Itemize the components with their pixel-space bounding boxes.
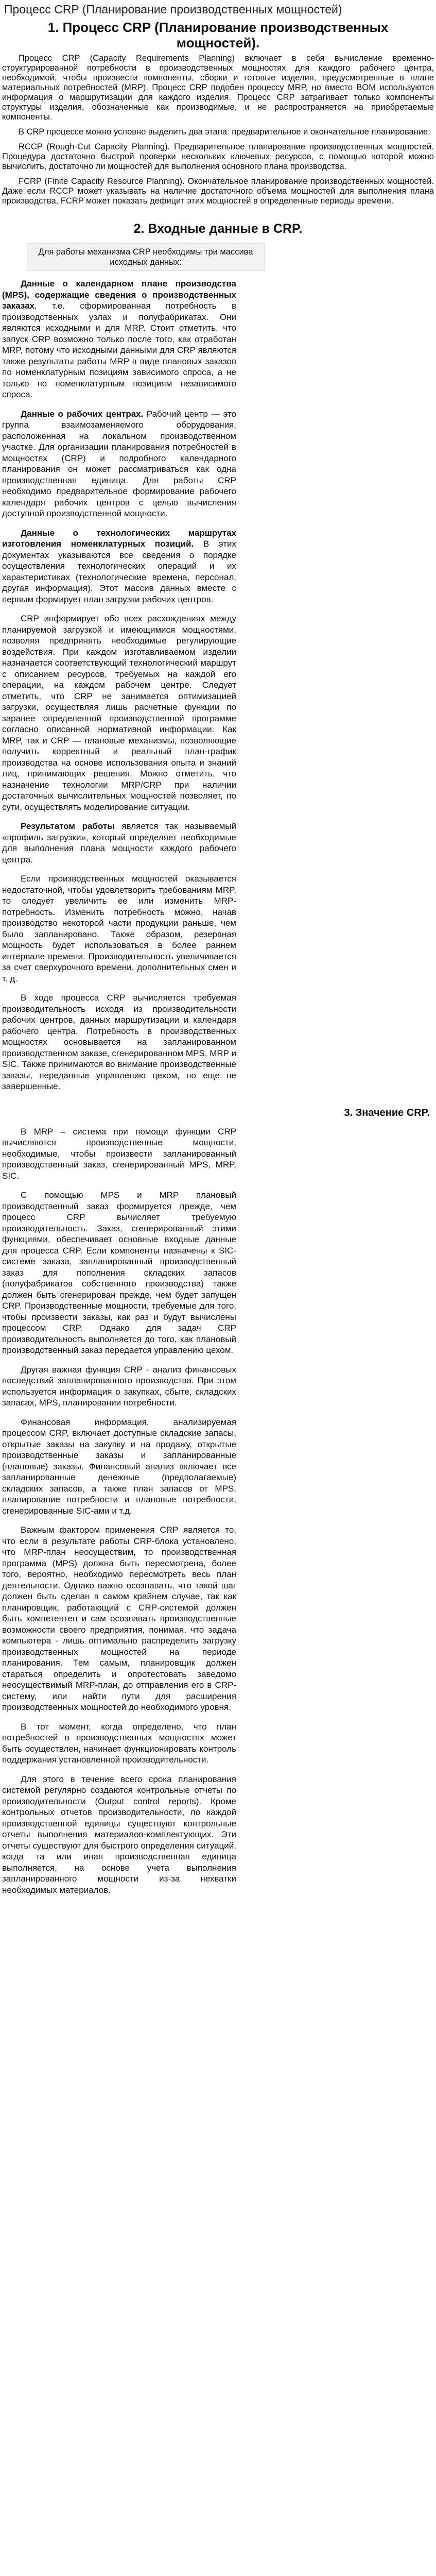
text-column [2,278,236,1092]
column-paragraph: Важным фактором применения CRP является то, что если в результате работы CRP-блока установлено, что MRP-план неосуществим, то производственная программа (MPS) должна быть пересмотрена, более того, вероятно, необходимо пересмотреть весь план деятельности. Однако важно осознавать, что такой шаг должен быть сделан в самом крайнем случае, так как планировщик, работающий с CRP-системой должен быть компетентен и сам осознавать производственные возможности своего предприятия, понимая, что задача компьютера - лишь оптимально распределить загрузку производственных мощностей на периоде планирования. Тем самым, планировщик должен стараться определить и опротестовать заведомо неосуществимый MRP-план, до отправления его в CRP-систему, или найти пути для расширения производственных мощностей до необходимого уровня. [2,1525,236,1712]
paragraph-body: , т.е. сформированная потребность в производственных узлах и полуфабрикатах. Они являются исходными и для MRP. Стоит отметить, что запуск CRP возможно только после того, как отработан MRP, потому что исходными данными для CRP являются также результаты работы MRP в виде плановых заказов по номенклатурным позициям зависимого спроса, а не только по номенклатурным позициям независимого спроса. [2,301,236,399]
paragraph-lead: Результатом работы [21,821,115,831]
column-paragraph [2,409,236,519]
callout-box: Для работы механизма CRP необходимы три массива исходных данных: [27,243,265,271]
column-paragraph: В MRP – система при помощи функции CRP вычисляются производственные мощности, необходимые, чтобы произвести запланированный производственный заказ, сгенерированный MPS, MRP, SIC. [2,1126,236,1181]
paragraph-lead: Данные о технологических маршрутах изготовления номенклатурных позиций. [2,528,236,549]
column-paragraph [2,613,236,812]
intro-paragraph: В CRP процессе можно условно выделить два этапа: предварительное и окончательное планирование: [19,127,430,137]
column-paragraph [2,992,236,1092]
paragraph-body: Рабочий центр — это группа взаимозаменяемого оборудования, расположенная на локальном производственном участке. Для организации планирования потребностей в мощностях (CRP) и подробного календарного планирования он может рассматриваться как одна производственная единица. Для работы CRP необходимо предварительное формирование рабочего календаря рабочих центров с целью вычисления доступной производственной мощности. [2,409,237,518]
column-paragraph [2,873,236,984]
page-title: Процесс CRP (Планирование производственных мощностей) [4,3,342,16]
intro-paragraph: FCRP (Finite Capacity Resource Planning). Окончательное планирование производственных мощностей. Даже если RCCP может указывать на наличие достаточного объема мощностей для выполнения плана производства, FCRP может показать дефицит этих мощностей в определенные периоды времени. [2,177,434,206]
section-heading-2: 2. Входные данные в CRP. [133,222,303,236]
paragraph-body: CRP информирует обо всех расхождениях между планируемой загрузкой и имеющимися мощностями, позволяя предпринять необходимые регулирующие воздействия. При каждом изготавливаемом изделии назначается соответствующий технологический маршрут с описанием ресурсов, требуемых на каждой его операции, на каждом рабочем центре. Следует отметить, что CRP не занимается оптимизацией загрузки, осуществляя лишь расчетные функции по заранее определенной производственной программе согласно описанной нормативной информации. Как MRP, так и CRP — плановые механизмы, позволяющие получить корректный и реальный план-график производства на основе использования опыта и знаний лиц, принимающих решения. Можно отметить, что назначение технологии MRP/CRP при наличии достаточных вычислительных мощностей позволяет, по сути, осуществлять моделирование ситуации. [2,614,236,812]
paragraph-body: В ходе процесса CRP вычисляется требуемая производительность исходя из производительности рабочих центров, данных маршрутизации и календаря рабочего центра. Потребность в производственных мощностях основывается на запланированном производственном заказе, сгенерированном MPS, MRP и SIC. Также принимаются во внимание производственные заказы, переданные управлению цехом, но еще не завершенные. [2,993,236,1091]
column-paragraph: Финансовая информация, анализируемая процессом CRP, включает доступные складские запасы, открытые заказы на закупку и на продажу, открытые производственные заказы и запланированные (плановые) заказы. Финансовый анализ включает все запланированные денежные (предполагаемые) складских запасов, а также план запасов от MPS, планирование потребности и плановые потребности, сгенерированные SIC-ами и т.д. [2,1417,236,1516]
intro-paragraph: Процесс CRP (Capacity Requirements Planning) включает в себя вычисление временно-структурированной потребности в производственных мощностях для каждого рабочего центра, необходимой, чтобы произвести компоненты, сборки и готовые изделия, предусмотренные в плане материальных потребностей (MRP). Процесс CRP подобен процессу MRP, но вместо BOM используются информация о маршрутизации для каждого изделия. Процесс CRP затрагивает только компоненты структуры изделия, обозначенные как производимые, и не распространяется на приобретаемые компоненты. [2,54,434,122]
column-paragraph: Для этого в течение всего срока планирования системой регулярно создаются контрольные отчеты по производительности (Output control reports). Кроме контрольных отчетов производительности, по каждой производственной единицы существуют контрольные отчеты выполнения материалов-комплектующих. Эти отчеты существуют для быстрого определения ситуаций, когда та или иная производственная единица выполняется, на основе учета выполнения запланированного мощности из-за нехватки необходимых материалов. [2,1774,236,1895]
intro-section [2,54,434,206]
column-paragraph [2,278,236,400]
paragraph-body: Если производственных мощностей оказывается недостаточной, чтобы удовлетворить требованиям MRP, то следует увеличить ее или изменить MRP-потребность. Изменить потребность можно, начав производство некоторой части продукции раньше, чем было запланировано. Также образом, резервная мощность будет использоваться в более раннем интервале времени. Производительность увеличивается за счет сверхурочного времени, дополнительных смен и т. д. [2,874,236,984]
section-heading-1: 1. Процесс CRP (Планирование производственных мощностей). [47,20,389,50]
paragraph-body: является так называемый «профиль загрузки», который определяет необходимые для выполнения плана мощности каждого рабочего центра. [2,821,236,865]
paragraph-lead: Данные о календарном плане производства (MPS), содержащие сведения о производственных заказах [2,279,236,311]
column-paragraph: Другая важная функция CRP - анализ финансовых последствий запланированного производства. При этом используется информация о закупках, сбыте, складских запасах, MPS, планировании потребности. [2,1364,236,1408]
paragraph-lead: Данные о рабочих центрах. [21,409,144,419]
column-paragraph [2,528,236,605]
column-paragraph [2,821,236,865]
paragraph-body: В этих документах указываются все сведения о порядке осуществления технологических операций и их характеристиках (технологические времена, персонал, другая информация). Этот массив данных вместе с первым формирует план загрузки рабочих центров. [2,539,236,604]
column-paragraph: С помощью MPS и MRP плановый производственный заказ формируется прежде, чем процесс CRP вычисляет требуемую производительность. Заказ, сгенерированный этими функциями, обеспечивает основные входные данные для процесса CRP. Если компоненты назначены к SIC-системе заказа, запланированный производственный заказ для пополнения складских запасов (полуфабрикатов собственного производства) также должен быть сгенерирован прежде, чем будет запущен CRP. Производственные мощности, требуемые для того, чтобы произвести заказы, как раз и будут вычислены процессом CRP. Однако для задач CRP производительность выполняется до того, как плановый производственный заказ передается управлению цехом. [2,1190,236,1355]
intro-paragraph: RCCP (Rough-Cut Capacity Planning). Предварительное планирование производственных мощностей. Процедура достаточно быстрой проверки нескольких ключевых ресурсов, с помощью которой можно вычислить, достаточно ли мощностей для выполнения основного плана производства. [2,142,434,171]
column-paragraph: В тот момент, когда определено, что план потребностей в производственных мощностях может быть осуществлен, начинает функционировать контроль поддержания установленной производительности. [2,1721,236,1765]
text-column-2 [2,1126,236,1896]
section-heading-3: 3. Значение CRP. [344,1107,430,1118]
